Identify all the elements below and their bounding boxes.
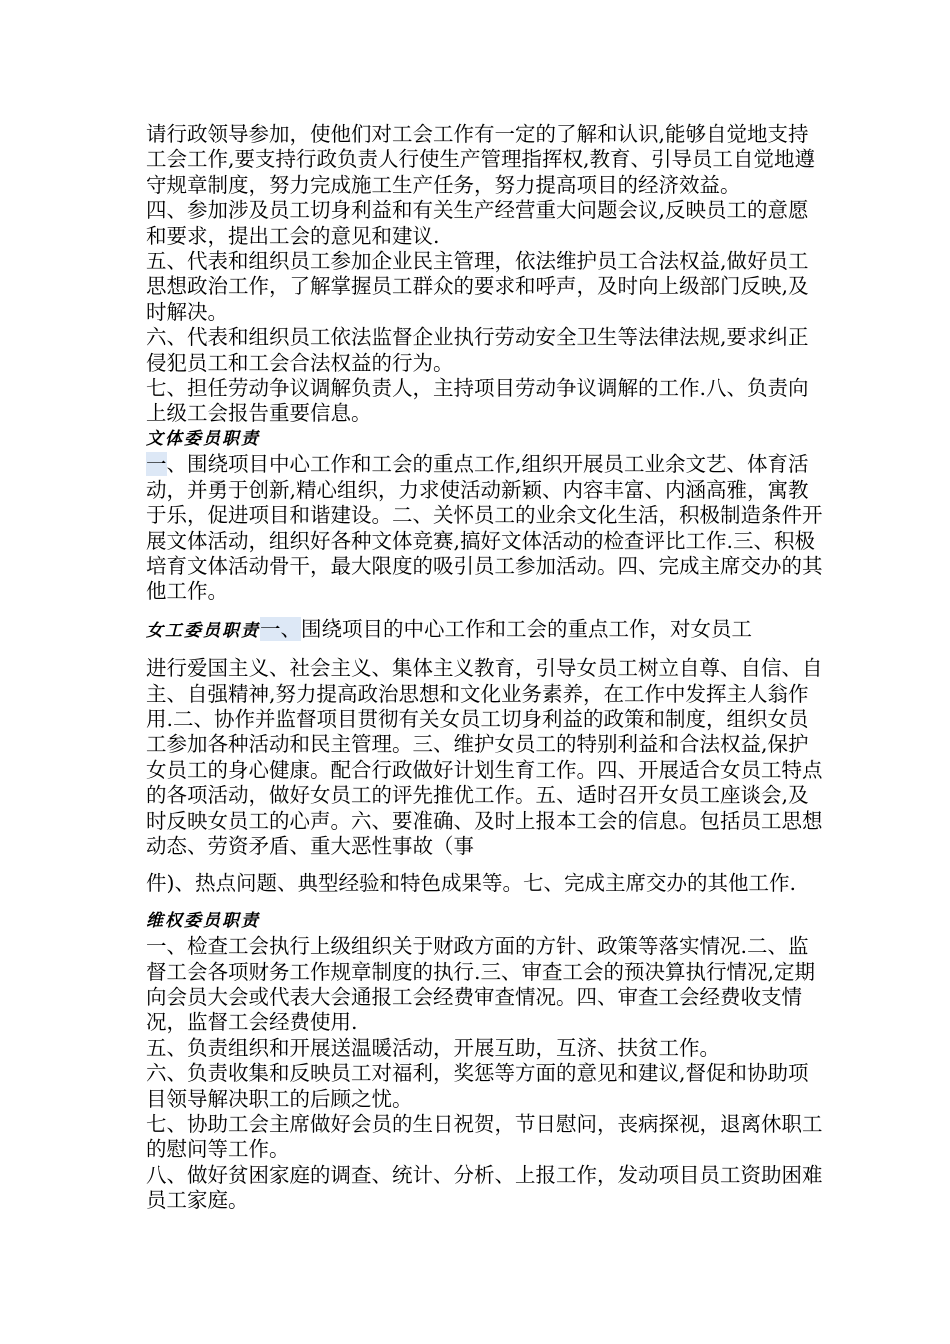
- rights-heading: 维权委员职责: [146, 910, 260, 931]
- culture-body: 、围绕项目中心工作和工会的重点工作,组织开展员工业余文艺、体育活动，并勇于创新,精心组织，力求使活动新颖、内容丰富、内涵高雅，寓教于乐，促进项目和谐建设。二、关怀员工的业余文化生活，积极制造条件开展文体活动，组织好各种文体竞赛,搞好文体活动的检查评比工作.三、积极培育文体活动骨干，最大限度的吸引员工参加活动。四、完成主席交办的其他工作。: [146, 452, 823, 604]
- rights-paragraph-1: 一、检查工会执行上级组织关于财政方面的方针、政策等落实情况.二、监督工会各项财务工作规章制度的执行.三、审查工会的预决算执行情况,定期向会员大会或代表大会通报工会经费审查情况。四、审查工会经费收支情况，监督工会经费使用.: [146, 934, 816, 1035]
- intro-paragraph-1: 请行政领导参加，使他们对工会工作有一定的了解和认识,能够自觉地支持工会工作,要支持行政负责人行使生产管理指挥权,教育、引导员工自觉地遵守规章制度，努力完成施工生产任务，努力提高项目的经济效益。: [146, 122, 816, 197]
- intro-paragraph-3: 五、代表和组织员工参加企业民主管理，依法维护员工合法权益,做好员工思想政治工作，了解掌握员工群众的要求和呼声，及时向上级部门反映,及时解决。: [146, 249, 809, 324]
- intro-paragraph-5: 七、担任劳动争议调解负责人，主持项目劳动争议调解的工作.八、负责向上级工会报告重要信息。: [146, 376, 809, 426]
- intro-paragraph-4: 六、代表和组织员工依法监督企业执行劳动安全卫生等法律法规,要求纠正侵犯员工和工会合法权益的行为。: [146, 325, 809, 375]
- culture-first-mark: 一: [146, 452, 167, 477]
- women-body: 进行爱国主义、社会主义、集体主义教育，引导女员工树立自尊、自信、自主、自强精神,努力提高政治思想和文化业务素养，在工作中发挥主人翁作用.二、协作并监督项目贯彻有关女员工切身利益的政策和制度，组织女员工参加各种活动和民主管理。三、维护女员工的特别利益和合法权益,保护女员工的身心健康。配合行政做好计划生育工作。四、开展适合女员工特点的各项活动，做好女员工的评先推优工作。五、适时召开女员工座谈会,及时反映女员工的心声。六、要准确、及时上报本工会的信息。包括员工思想动态、劳资矛盾、重大恶性事故（事: [146, 656, 823, 858]
- culture-paragraph: [146, 452, 826, 604]
- women-first-line: [146, 617, 826, 644]
- rights-paragraph-2: 五、负责组织和开展送温暖活动，开展互助，互济、扶贫工作。: [146, 1035, 720, 1060]
- culture-heading: 文体委员职责: [146, 428, 260, 449]
- intro-paragraph-2: 四、参加涉及员工切身利益和有关生产经营重大问题会议,反映员工的意愿和要求，提出工会的意见和建议.: [146, 198, 809, 248]
- women-first-line-rest: 围绕项目的中心工作和工会的重点工作，对女员工: [301, 616, 752, 641]
- document-body: [146, 122, 826, 1214]
- women-first-mark: 一、: [260, 616, 301, 641]
- women-heading: 女工委员职责: [146, 620, 260, 641]
- women-tail: 件)、热点问题、典型经验和特色成果等。七、完成主席交办的其他工作.: [146, 871, 797, 896]
- rights-paragraph-4: 七、协助工会主席做好会员的生日祝贺，节日慰问，丧病探视，退离休职工的慰问等工作。: [146, 1112, 823, 1162]
- rights-paragraph-3: 六、负责收集和反映员工对福利，奖惩等方面的意见和建议,督促和协助项目领导解决职工的后顾之忧。: [146, 1061, 809, 1111]
- rights-paragraph-5: 八、做好贫困家庭的调查、统计、分析、上报工作，发动项目员工资助困难员工家庭。: [146, 1162, 823, 1213]
